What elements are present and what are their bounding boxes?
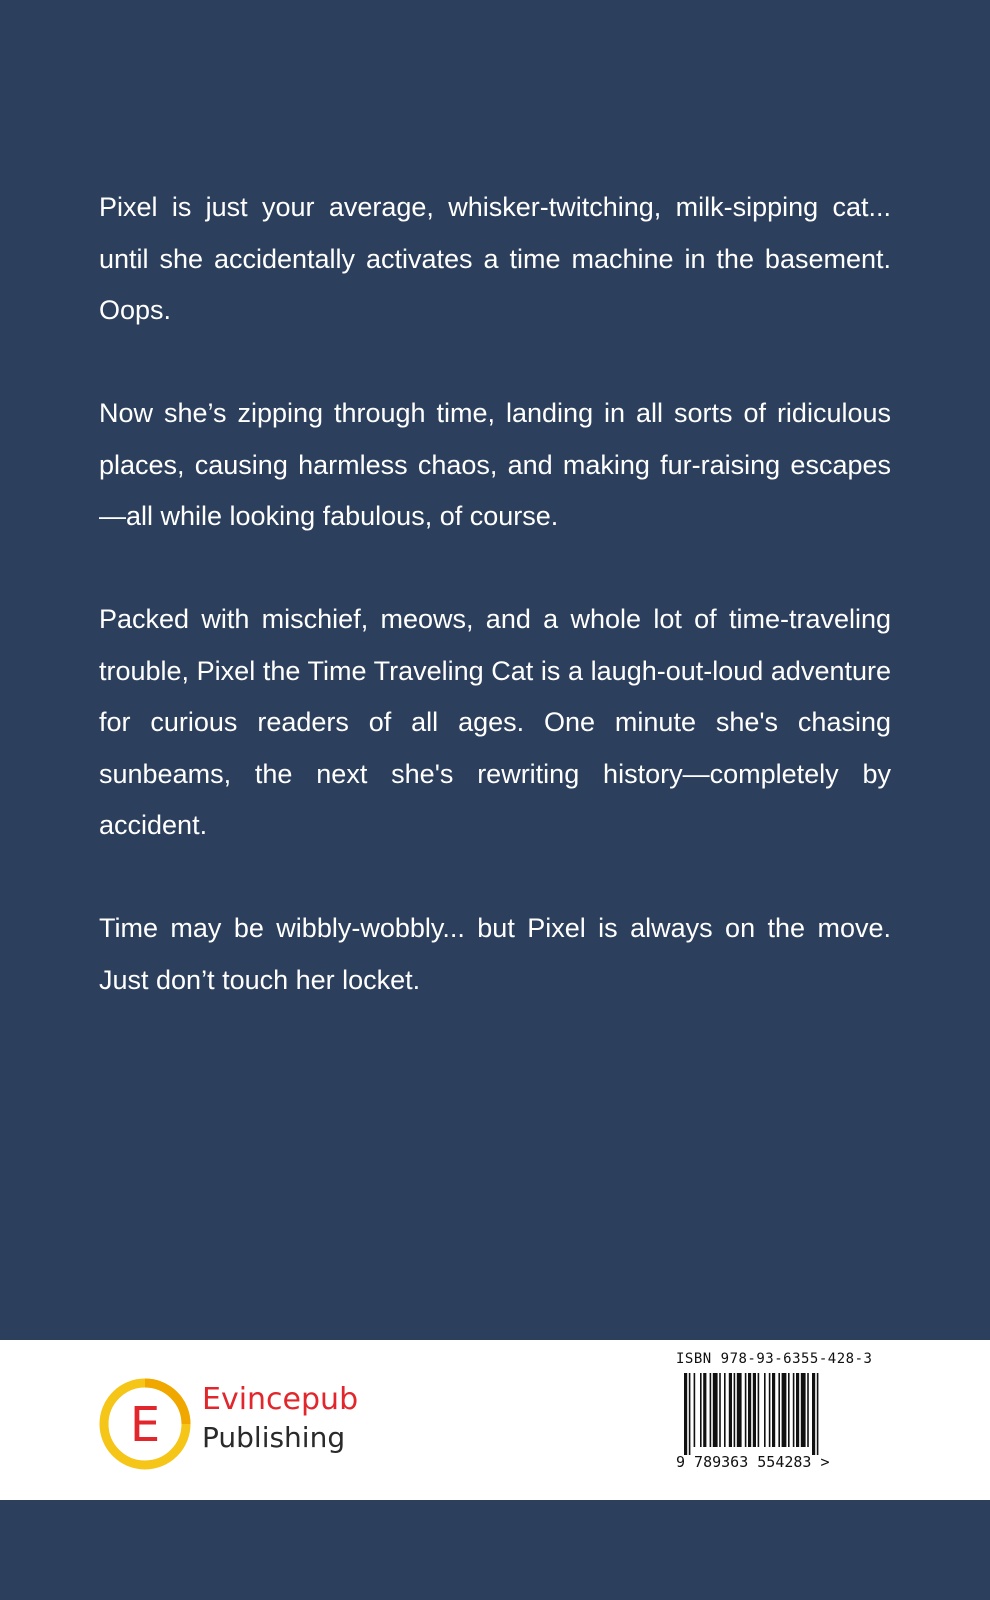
- publisher-wordmark: [202, 1381, 358, 1457]
- publisher-name: Evincepub: [202, 1382, 359, 1417]
- barcode-bar: [796, 1373, 799, 1447]
- barcode-bar: [778, 1373, 780, 1447]
- barcode-digits: 9 789363 554283 >: [676, 1453, 830, 1471]
- logo-letter: E: [129, 1397, 161, 1453]
- barcode-bar: [782, 1373, 787, 1447]
- blurb-paragraph-1: Pixel is just your average, whisker-twitching, milk-sipping cat... until she accidentally activates a time machine in the basement. Oops.: [99, 192, 891, 325]
- barcode-bar: [748, 1373, 751, 1447]
- publisher-logo-icon: [98, 1377, 192, 1471]
- barcode-bar: [724, 1373, 726, 1447]
- blurb-paragraph-4: Time may be wibbly-wobbly... but Pixel is always on the move. Just don’t touch her locket.: [99, 913, 891, 995]
- barcode-bar: [772, 1373, 775, 1447]
- isbn-label: ISBN 978-93-6355-428-3: [676, 1351, 873, 1367]
- barcode-bar: [807, 1373, 809, 1447]
- barcode-bar: [788, 1373, 790, 1447]
- barcode-bar: [734, 1373, 736, 1447]
- barcode-bar: [703, 1373, 706, 1447]
- publisher-subtitle: Publishing: [202, 1421, 346, 1454]
- barcode-bar: [812, 1373, 815, 1455]
- barcode-bar: [758, 1373, 760, 1447]
- barcode-bar: [793, 1373, 795, 1447]
- barcode-bar: [713, 1373, 718, 1447]
- barcode-bar: [737, 1373, 742, 1447]
- barcode-bar: [689, 1373, 691, 1455]
- barcode-bar: [764, 1373, 766, 1447]
- blurb-paragraph-2: Now she’s zipping through time, landing in all sorts of ridiculous places, causing harmless chaos, and making fur-raising escapes—all while looking fabulous, of course.: [99, 398, 891, 531]
- barcode-bars: [676, 1373, 836, 1455]
- barcode-bar: [719, 1373, 721, 1447]
- barcode-bar: [710, 1373, 712, 1447]
- barcode-bar: [700, 1373, 702, 1447]
- barcode-bar: [694, 1373, 696, 1447]
- barcode-bar: [729, 1373, 732, 1447]
- barcode-bar: [684, 1373, 687, 1455]
- blurb-paragraph-3: Packed with mischief, meows, and a whole lot of time-traveling trouble, Pixel the Time Traveling Cat is a laugh-out-loud adventure for curious readers of all ages. One minute she's chasing sunbeams, the next she's rewriting history—completely by accident.: [99, 604, 891, 840]
- barcode-bar: [745, 1373, 747, 1447]
- barcode-bar: [769, 1373, 771, 1447]
- isbn-barcode: [676, 1351, 896, 1491]
- barcode-bar: [801, 1373, 806, 1447]
- publisher-band: [0, 1340, 990, 1500]
- publisher-logo: [98, 1377, 358, 1477]
- back-cover-blurb: [99, 182, 891, 1006]
- barcode-bar: [753, 1373, 756, 1447]
- barcode-bar: [817, 1373, 819, 1455]
